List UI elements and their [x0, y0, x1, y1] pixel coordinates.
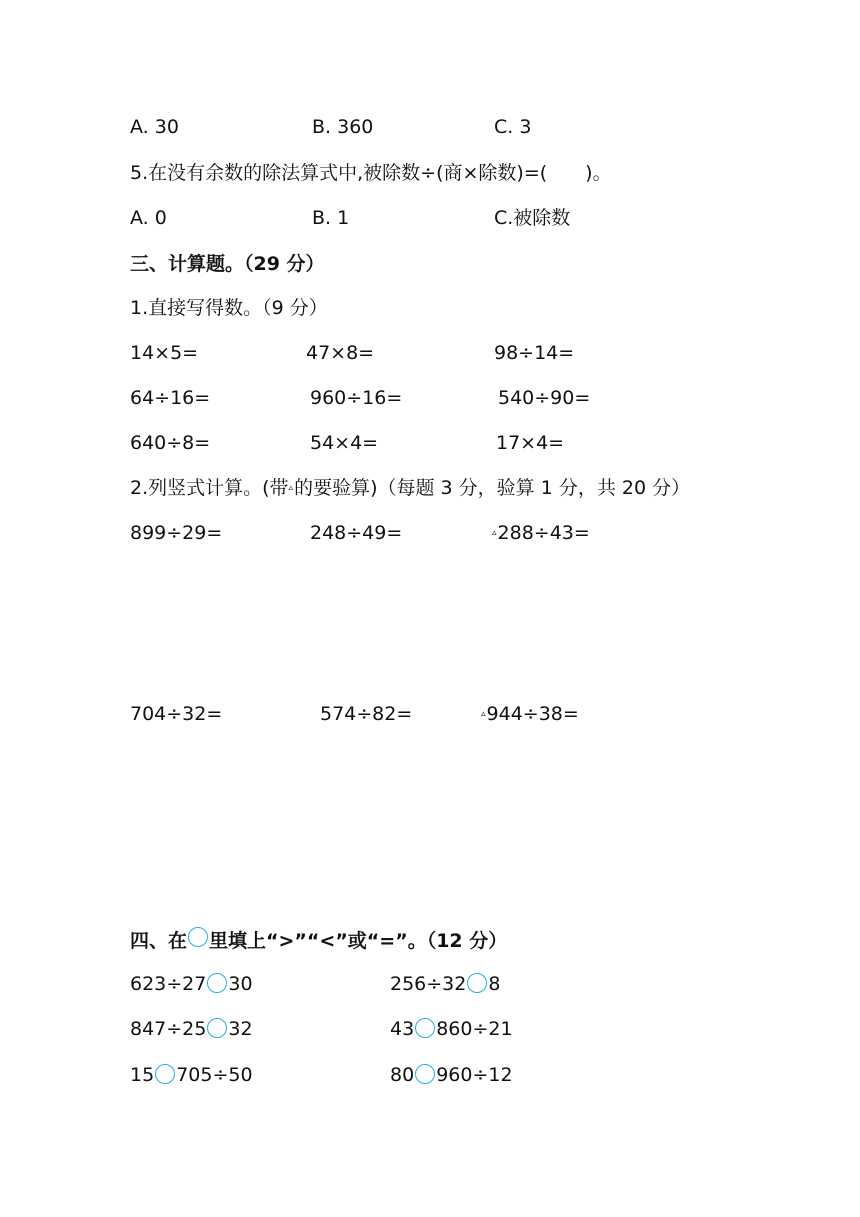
compare-left: 623÷27	[130, 973, 207, 995]
compare-item-5	[130, 1063, 253, 1087]
circle-icon	[188, 927, 208, 947]
section3-title: 三、计算题。（29 分）	[130, 253, 325, 275]
part2-title	[130, 476, 690, 500]
q4-option-b: B. 360	[312, 116, 374, 138]
calc-1-2: 47×8=	[306, 342, 375, 364]
compare-right: 705÷50	[176, 1064, 253, 1086]
compare-item-6	[390, 1063, 513, 1087]
vertical-calc-1: 899÷29=	[130, 522, 223, 544]
calc-1-1: 14×5=	[130, 342, 199, 364]
calc-3-1: 640÷8=	[130, 432, 211, 454]
vertical-calc-6-expr: 944÷38=	[486, 703, 579, 725]
calc-1-3: 98÷14=	[494, 342, 575, 364]
triangle-icon: ▵	[481, 709, 486, 719]
section4-title	[130, 927, 507, 953]
q4-option-a: A. 30	[130, 116, 179, 138]
answer-circle[interactable]	[415, 1018, 435, 1038]
compare-item-1	[130, 972, 253, 996]
compare-item-4	[390, 1017, 513, 1041]
vertical-calc-3-expr: 288÷43=	[497, 522, 590, 544]
q5-option-c: C.被除数	[494, 207, 571, 229]
q5-option-b: B. 1	[312, 207, 350, 229]
compare-right: 8	[488, 973, 501, 995]
answer-circle[interactable]	[415, 1064, 435, 1084]
q5-option-a: A. 0	[130, 207, 167, 229]
vertical-calc-3	[492, 521, 590, 545]
vertical-calc-4: 704÷32=	[130, 703, 223, 725]
part2-title-post: 的要验算)（每题 3 分，验算 1 分，共 20 分）	[294, 477, 691, 499]
vertical-calc-5: 574÷82=	[320, 703, 413, 725]
calc-2-2: 960÷16=	[310, 387, 403, 409]
answer-circle[interactable]	[467, 973, 487, 993]
vertical-calc-2: 248÷49=	[310, 522, 403, 544]
triangle-icon: ▵	[288, 483, 294, 493]
triangle-icon: ▵	[492, 528, 497, 538]
vertical-calc-6	[481, 702, 579, 726]
compare-right: 860÷21	[436, 1018, 513, 1040]
answer-circle[interactable]	[207, 1018, 227, 1038]
section4-title-post: 里填上“>”“<”或“=”。（12 分）	[209, 930, 508, 952]
calc-2-1: 64÷16=	[130, 387, 211, 409]
compare-right: 30	[228, 973, 253, 995]
q5-question: 5.在没有余数的除法算式中,被除数÷(商×除数)=( )。	[130, 162, 612, 184]
part1-title: 1.直接写得数。（9 分）	[130, 297, 328, 319]
compare-left: 847÷25	[130, 1018, 207, 1040]
compare-left: 256÷32	[390, 973, 467, 995]
compare-left: 80	[390, 1064, 415, 1086]
answer-circle[interactable]	[207, 973, 227, 993]
calc-3-2: 54×4=	[310, 432, 379, 454]
compare-item-3	[130, 1017, 253, 1041]
compare-right: 32	[228, 1018, 253, 1040]
answer-circle[interactable]	[155, 1064, 175, 1084]
part2-title-pre: 2.列竖式计算。(带	[130, 477, 289, 499]
compare-right: 960÷12	[436, 1064, 513, 1086]
q4-option-c: C. 3	[494, 116, 532, 138]
calc-2-3: 540÷90=	[498, 387, 591, 409]
compare-item-2	[390, 972, 500, 996]
calc-3-3: 17×4=	[496, 432, 565, 454]
compare-left: 15	[130, 1064, 155, 1086]
compare-left: 43	[390, 1018, 415, 1040]
section4-title-pre: 四、在	[130, 930, 188, 952]
